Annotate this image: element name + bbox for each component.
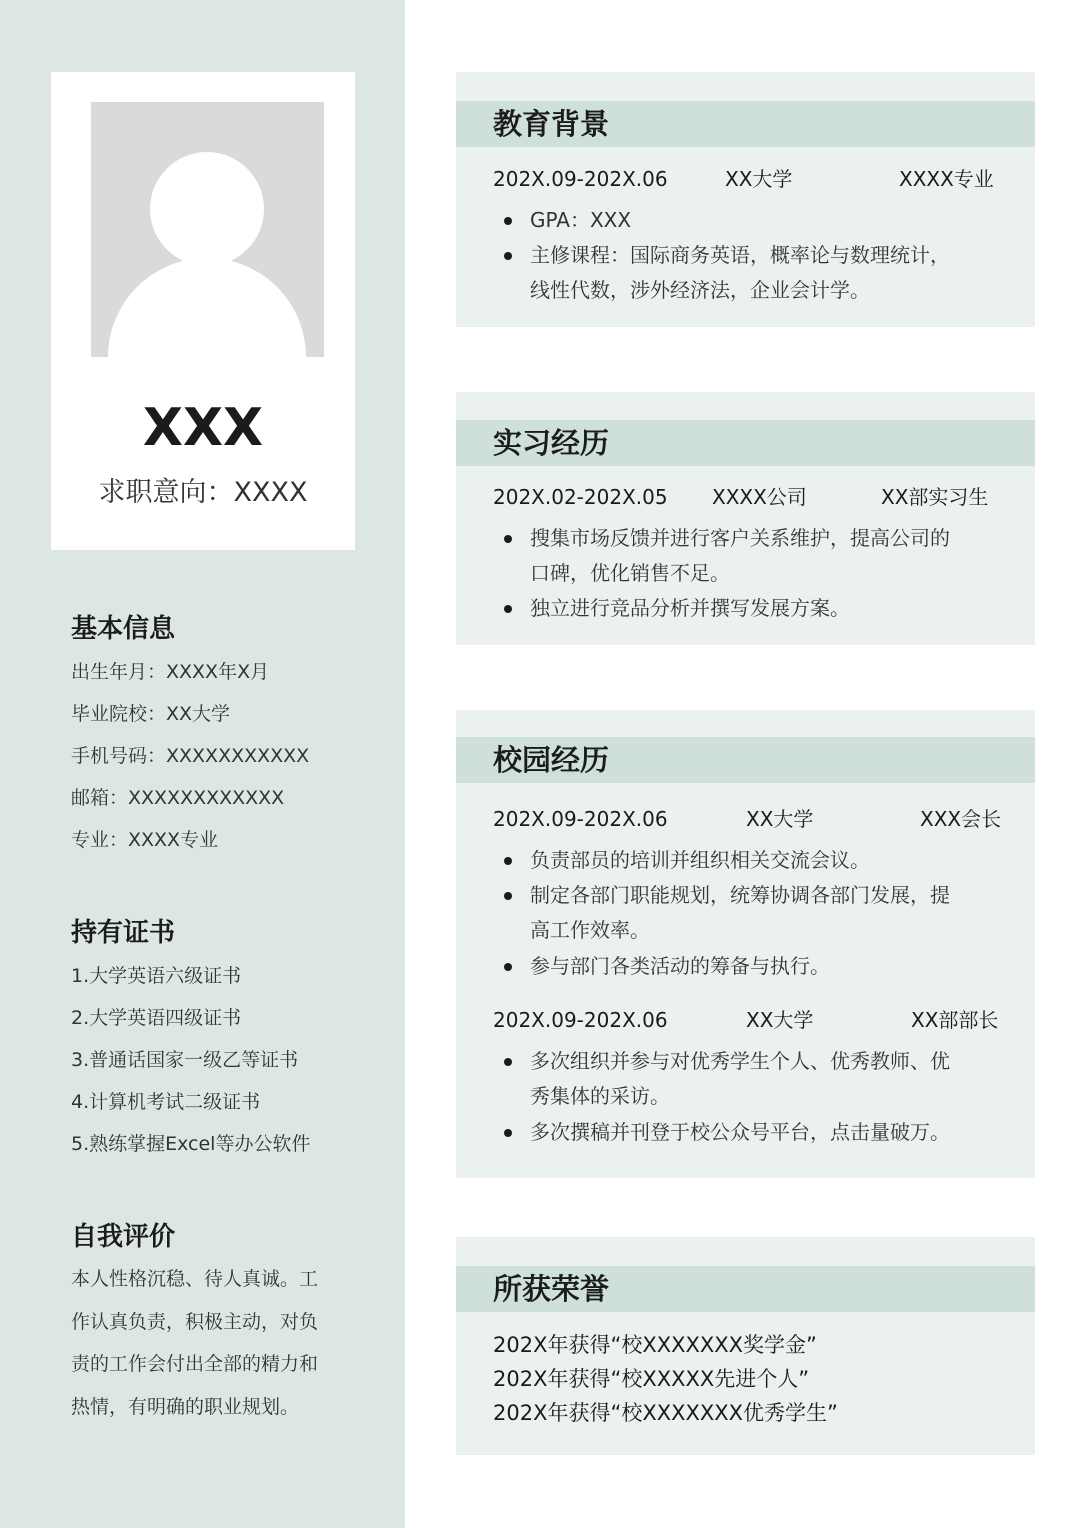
campus-bullet: 参与部门各类活动的筹备与执行。: [504, 949, 974, 984]
campus-bullet: 多次组织并参与对优秀学生个人、优秀教师、优 秀集体的采访。: [504, 1044, 974, 1114]
self-evaluation-line: 责的工作会付出全部的精力和: [71, 1353, 319, 1375]
education-bullet: 主修课程：国际商务英语，概率论与数理统计， 线性代数，涉外经济法，企业会计学。: [504, 238, 974, 308]
entry-role: XXXX专业: [899, 167, 994, 191]
self-evaluation-line: 本人性格沉稳、待人真诚。工: [71, 1268, 319, 1290]
basic-info-phone: 手机号码：XXXXXXXXXXX: [71, 745, 310, 767]
entry-role: XXX会长: [920, 807, 1002, 831]
campus-card: [456, 710, 1035, 1178]
basic-info-title: 基本信息: [71, 614, 176, 644]
basic-info-school: 毕业院校：XX大学: [71, 703, 231, 725]
certificate-item: 2.大学英语四级证书: [71, 1007, 242, 1029]
internship-card: [456, 392, 1035, 645]
campus-header: [456, 737, 1035, 783]
internship-header: [456, 420, 1035, 466]
entry-role: XX部实习生: [881, 485, 989, 509]
certificates-section: [71, 916, 391, 1165]
entry-date: 202X.09-202X.06: [493, 807, 668, 831]
internship-bullet: 搜集市场反馈并进行客户关系维护，提高公司的 口碑，优化销售不足。: [504, 521, 974, 591]
entry-org: XX大学: [746, 1008, 814, 1032]
education-title: 教育背景: [493, 107, 610, 141]
sidebar: [0, 0, 405, 1528]
campus-title: 校园经历: [493, 743, 610, 777]
entry-org: XX大学: [725, 167, 793, 191]
self-evaluation-title: 自我评价: [71, 1222, 176, 1252]
self-evaluation-line: 作认真负责，积极主动，对负: [71, 1310, 319, 1333]
education-header: [456, 101, 1035, 147]
honor-item: 202X年获得“校XXXXXXX奖学金”: [493, 1333, 817, 1357]
honor-item: 202X年获得“校XXXXX先进个人”: [493, 1367, 810, 1391]
certificate-item: 4.计算机考试二级证书: [71, 1091, 261, 1113]
campus-entry: [493, 1005, 1023, 1035]
avatar-placeholder-icon: [91, 102, 324, 357]
honors-card: [456, 1237, 1035, 1455]
campus-bullet: 负责部员的培训并组织相关交流会议。: [504, 843, 974, 878]
self-evaluation-line: 热情，有明确的职业规划。: [71, 1395, 300, 1418]
certificate-item: 1.大学英语六级证书: [71, 965, 242, 987]
entry-role: XX部部长: [911, 1008, 999, 1032]
internship-entry: [493, 482, 1023, 512]
basic-info-section: [71, 612, 391, 861]
certificate-item: 5.熟练掌握Excel等办公软件: [71, 1133, 311, 1155]
internship-bullet: 独立进行竞品分析并撰写发展方案。: [504, 591, 974, 626]
candidate-name: XXX: [142, 398, 264, 458]
internship-title: 实习经历: [493, 426, 610, 460]
certificates-title: 持有证书: [71, 918, 176, 948]
entry-date: 202X.09-202X.06: [493, 1008, 668, 1032]
honors-header: [456, 1266, 1035, 1312]
job-intent: 求职意向：XXXX: [98, 477, 308, 508]
basic-info-birth: 出生年月：XXXX年X月: [71, 661, 270, 683]
honors-title: 所获荣誉: [493, 1272, 610, 1306]
basic-info-major: 专业：XXXX专业: [71, 829, 219, 851]
entry-date: 202X.09-202X.06: [493, 167, 668, 191]
entry-date: 202X.02-202X.05: [493, 485, 668, 509]
campus-entry: [493, 804, 1023, 834]
education-entry: [493, 164, 1023, 194]
basic-info-email: 邮箱：XXXXXXXXXXXX: [71, 787, 285, 809]
education-card: [456, 72, 1035, 327]
entry-org: XXXX公司: [712, 485, 807, 509]
profile-card: [51, 72, 355, 550]
certificate-item: 3.普通话国家一级乙等证书: [71, 1049, 299, 1071]
self-evaluation-section: [71, 1220, 391, 1428]
campus-bullet: 制定各部门职能规划，统筹协调各部门发展，提 高工作效率。: [504, 878, 974, 948]
honor-item: 202X年获得“校XXXXXXX优秀学生”: [493, 1401, 838, 1425]
education-bullet: GPA：XXX: [504, 203, 974, 238]
campus-bullet: 多次撰稿并刊登于校公众号平台，点击量破万。: [504, 1115, 974, 1150]
profile-photo: [91, 102, 324, 357]
entry-org: XX大学: [746, 807, 814, 831]
